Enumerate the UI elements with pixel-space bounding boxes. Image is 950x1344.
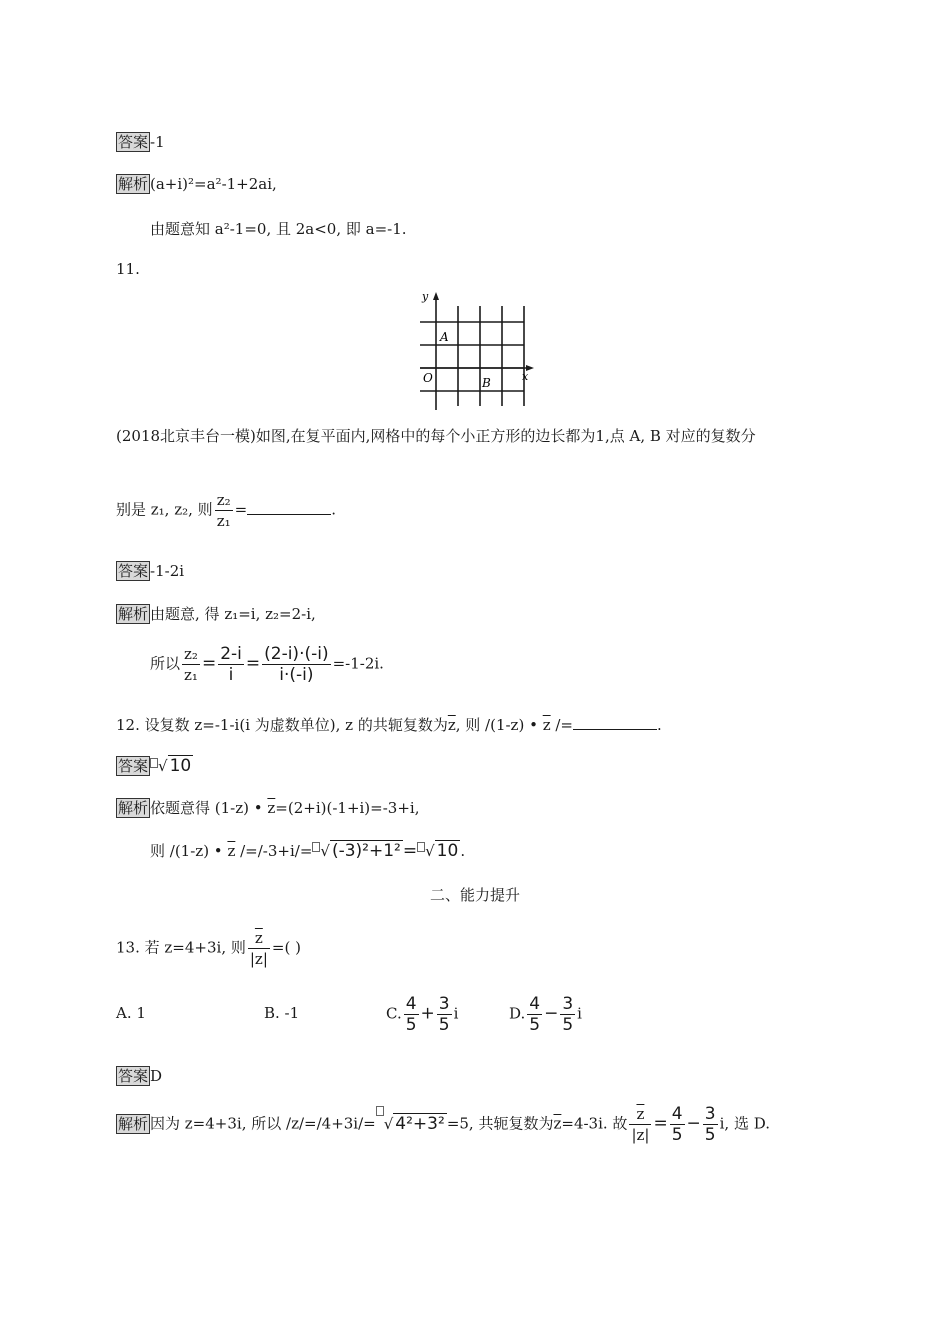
stem-text: 13. 若 z=4+3i, 则 <box>116 938 246 957</box>
equals-sign: = <box>653 1113 668 1134</box>
option-text: i <box>453 1004 459 1023</box>
origin-label: O <box>423 371 433 385</box>
fraction <box>404 994 419 1035</box>
q11-stem-line2 <box>116 490 336 531</box>
operator: + <box>420 1003 435 1024</box>
point-b-label: B <box>482 376 491 390</box>
fraction-denominator: 5 <box>529 1015 541 1035</box>
sqrt: √ 4²+3² <box>383 1113 445 1134</box>
placeholder-box-icon <box>376 1106 384 1116</box>
answer-tag: 答案 <box>118 562 149 580</box>
q11-number: 11. <box>116 260 140 278</box>
q12-analysis-row <box>116 797 419 818</box>
fraction <box>218 644 244 685</box>
option-text: i <box>577 1004 582 1023</box>
grid-svg <box>416 288 536 412</box>
radicand: 10 <box>169 756 192 776</box>
analysis-text: =5, 共轭复数为 <box>446 1114 554 1133</box>
operator: − <box>544 1003 559 1024</box>
sqrt: √ 10 <box>425 841 459 861</box>
fraction-numerator: 3 <box>562 994 574 1014</box>
fraction <box>560 994 575 1035</box>
fraction-numerator: $\overline{z}$ <box>629 1104 651 1125</box>
option-c <box>386 994 458 1035</box>
analysis-text: 依题意得 (1-z) • <box>150 799 268 817</box>
fraction <box>527 994 542 1035</box>
q10-analysis-row <box>116 174 277 194</box>
fraction-numerator: 4 <box>405 994 417 1014</box>
fraction-denominator: 5 <box>405 1015 417 1035</box>
stem-text: = <box>234 500 248 519</box>
analysis-text: i, 选 D. <box>719 1114 770 1133</box>
fraction-denominator: |z| <box>249 950 268 968</box>
answer-value: -1-2i <box>150 562 185 580</box>
fraction-denominator: z₁ <box>184 666 198 684</box>
analysis-line: (a+i)²=a²-1+2ai, <box>150 175 277 193</box>
fraction-denominator: 5 <box>562 1015 574 1035</box>
fraction <box>262 644 330 685</box>
q11-stem-line1: (2018北京丰台一模)如图,在复平面内,网格中的每个小正方形的边长都为1,点 A, B 对应的复数分 <box>116 427 756 445</box>
q13-answer-row <box>116 1066 162 1086</box>
q12-analysis-line2 <box>150 840 465 861</box>
equals-sign: = <box>201 653 217 674</box>
fraction-numerator: 3 <box>704 1104 716 1124</box>
fraction-denominator: 5 <box>671 1125 683 1145</box>
section-title: 二、能力提升 <box>429 886 520 904</box>
complex-plane-grid-figure <box>416 288 536 412</box>
placeholder-box-icon <box>312 842 320 852</box>
stem-text: =( ) <box>271 938 301 957</box>
axis-x-label: x <box>522 370 529 383</box>
option-d <box>509 994 582 1035</box>
fraction <box>215 490 233 531</box>
equals-sign: = <box>402 841 418 861</box>
option-a: A. 1 <box>116 1004 146 1022</box>
fraction-denominator: i·(-i) <box>279 665 314 685</box>
fraction-numerator: z₂ <box>184 645 198 663</box>
answer-blank <box>247 500 331 515</box>
fraction <box>703 1104 718 1145</box>
option-label: C. <box>386 1004 402 1023</box>
analysis-tag: 解析 <box>118 605 149 623</box>
conjugate-z: $\overline{z}$ <box>553 1114 562 1133</box>
analysis-text: =4-3i. 故 <box>561 1114 628 1133</box>
fraction-numerator: 3 <box>438 994 450 1014</box>
fraction-denominator: 5 <box>704 1125 716 1145</box>
q11-answer-row <box>116 561 184 581</box>
operator: − <box>686 1113 701 1134</box>
stem-text: 别是 z₁, z₂, 则 <box>116 500 213 519</box>
conjugate-z: $\overline{z}$ <box>447 716 456 734</box>
fraction-denominator: i <box>228 665 234 685</box>
fraction-numerator: 4 <box>529 994 541 1014</box>
analysis-tag: 解析 <box>118 1114 149 1133</box>
y-axis-arrow-icon <box>433 292 439 300</box>
axis-y-label: y <box>422 290 429 303</box>
radicand: (-3)²+1² <box>331 841 401 861</box>
fraction-numerator: z₂ <box>216 491 231 509</box>
fraction-numerator: 4 <box>671 1104 683 1124</box>
sqrt: √ (-3)²+1² <box>320 841 401 861</box>
radicand: 4²+3² <box>395 1113 445 1134</box>
stem-text: . <box>657 716 662 734</box>
equals-sign: = <box>245 653 261 674</box>
placeholder-box-icon <box>150 758 158 768</box>
q13-analysis-row <box>116 1104 770 1145</box>
option-b: B. -1 <box>264 1004 300 1022</box>
analysis-text: =-1-2i. <box>332 654 384 673</box>
answer-value: D <box>150 1067 163 1085</box>
stem-text: . <box>331 500 336 519</box>
answer-tag: 答案 <box>118 133 149 151</box>
q12-answer-row <box>116 756 193 776</box>
radicand: 10 <box>436 841 459 861</box>
stem-text: /= <box>550 716 573 734</box>
fraction-numerator: (2-i)·(-i) <box>264 644 329 664</box>
fraction-denominator: |z| <box>631 1126 650 1144</box>
fraction-denominator: z₁ <box>216 512 231 530</box>
fraction-denominator: 5 <box>438 1015 450 1035</box>
analysis-line: 由题意, 得 z₁=i, z₂=2-i, <box>150 605 316 623</box>
stem-text: 12. 设复数 z=-1-i(i 为虚数单位), z 的共轭复数为 <box>116 716 448 734</box>
fraction <box>182 644 200 685</box>
conjugate-z: $\overline{z}$ <box>227 842 236 860</box>
fraction <box>248 928 270 969</box>
point-a-label: A <box>440 330 449 344</box>
analysis-tag: 解析 <box>118 175 149 193</box>
answer-value: -1 <box>150 133 165 151</box>
q12-stem <box>116 714 662 735</box>
q10-answer-row <box>116 132 165 152</box>
fraction <box>437 994 452 1035</box>
answer-tag: 答案 <box>118 1067 149 1085</box>
sqrt: √ 10 <box>158 756 192 776</box>
q11-analysis-row <box>116 603 316 624</box>
analysis-text: =(2+i)(-1+i)=-3+i, <box>275 799 420 817</box>
analysis-tag: 解析 <box>118 799 149 817</box>
fraction <box>629 1104 651 1145</box>
analysis-text: 则 /(1-z) • <box>150 842 228 860</box>
conjugate-z: $\overline{z}$ <box>542 716 551 734</box>
analysis-text: 因为 z=4+3i, 所以 /z/=/4+3i/= <box>150 1114 376 1133</box>
fraction-numerator: $\overline{z}$ <box>248 928 270 949</box>
fraction <box>670 1104 685 1145</box>
q10-analysis-line2: 由题意知 a²-1=0, 且 2a<0, 即 a=-1. <box>150 220 407 238</box>
analysis-text: . <box>460 842 466 860</box>
answer-blank <box>573 715 657 730</box>
answer-tag: 答案 <box>118 757 149 775</box>
option-label: D. <box>509 1004 526 1023</box>
q11-analysis-line2 <box>150 644 384 685</box>
conjugate-z: $\overline{z}$ <box>267 799 276 817</box>
placeholder-box-icon <box>417 842 425 852</box>
analysis-text: /=/-3+i/= <box>235 842 313 860</box>
q13-stem <box>116 928 301 969</box>
stem-text: , 则 /(1-z) • <box>455 716 543 734</box>
fraction-numerator: 2-i <box>220 644 242 664</box>
analysis-text: 所以 <box>150 654 181 673</box>
